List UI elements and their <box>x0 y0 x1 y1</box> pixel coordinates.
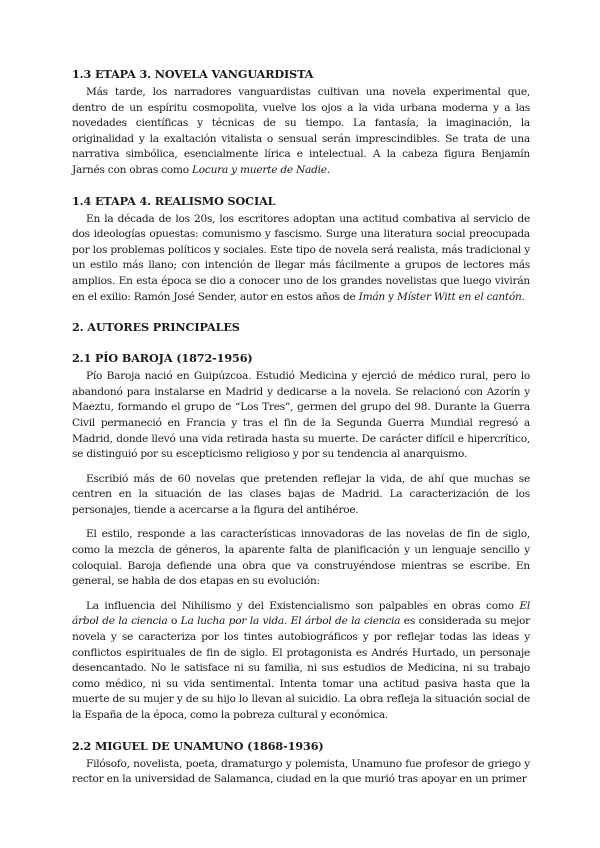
paragraph-baroja-estilo: El estilo, responde a las características innovadoras de las novelas de fin de siglo, como la mezcla de géneros, la aparente falta de planificación y un lenguaje sencillo y coloquial. Baroja defiende una obra que va construyéndose mientras se escribe. En general, se habla de dos etapas en su evolución: <box>72 528 530 588</box>
paragraph-connector: o <box>167 615 181 628</box>
paragraph-end: . <box>521 290 525 303</box>
paragraph-vanguardista <box>72 85 530 179</box>
book-title-arbol: El árbol de la ciencia <box>72 599 530 628</box>
paragraph-end: . <box>326 163 330 176</box>
document-page <box>72 66 530 788</box>
section-heading-2-2: 2.2 MIGUEL DE UNAMUNO (1868-1936) <box>72 738 324 753</box>
paragraph-baroja-novelas: Escribió más de 60 novelas que pretenden reflejar la vida, de ahí que muchas se centren en la situación de las clases bajas de Madrid. La caracterización de los personajes, tiende a acercarse a la figura del antihéroe. <box>72 472 530 516</box>
paragraph-text: En la década de los 20s, los escritores adoptan una actitud combativa al servicio de dos ideologías opuestas: comunismo y fascismo. Surge una literatura social preocupada por los problemas políticos y sociales. Este tipo de novela será realista, más tradicional y un estilo más llano; con intención de llegar más fácilmente a grupos de lectores más amplios. En esta época se dio a conocer uno de los grandes novelistas que luego vivirán en el exilio: Ramón José Sender, autor en estos años de <box>72 212 530 303</box>
section-heading-1-4: 1.4 ETAPA 4. REALISMO SOCIAL <box>72 193 276 208</box>
paragraph-unamuno: Filósofo, novelista, poeta, dramaturgo y polemista, Unamuno fue profesor de griego y rector en la universidad de Salamanca, ciudad en la que murió tras apoyar en un primer <box>72 757 530 786</box>
paragraph-realismo-social <box>72 212 530 306</box>
section-heading-2-1: 2.1 PÍO BAROJA (1872-1956) <box>72 351 253 366</box>
paragraph-text: Más tarde, los narradores vanguardistas cultivan una novela experimental que, dentro de un espíritu cosmopolita, vuelve los ojos a la vida urbana moderna y a las novedades científicas y técnicas de su tiempo. La fantasía, la imaginación, la originalidad y la exaltación vitalista o sensual serán imprescindibles. Se trata de una narrativa simbólica, esencialmente lírica e intelectual. A la cabeza figura Benjamín Jarnés con obras como <box>72 86 530 176</box>
paragraph-connector: . <box>283 615 291 628</box>
section-heading-2: 2. AUTORES PRINCIPALES <box>72 320 240 335</box>
paragraph-text: La influencia del Nihilismo y del Existencialismo son palpables en obras como <box>86 599 520 612</box>
paragraph-baroja-influencia <box>72 599 530 724</box>
paragraph-connector: y <box>385 290 397 303</box>
section-heading-1-3: 1.3 ETAPA 3. NOVELA VANGUARDISTA <box>72 67 314 81</box>
paragraph-baroja-bio: Pío Baroja nació en Guipúzcoa. Estudió Medicina y ejerció de médico rural, pero lo abandonó para instalarse en Madrid y dedicarse a la novela. Se relacionó con Azorín y Maeztu, formando el grupo de “Los Tres”, germen del grupo del 98. Durante la Guerra Civil permaneció en Francia y tras el fin de la Segunda Guerra Mundial regresó a Madrid, donde llevó una vida retirada hasta su muerte. De carácter difícil e hipercrítico, se distinguió por su escepticismo religioso y por su tendencia al anarquismo. <box>72 370 530 461</box>
book-title-mister-witt: Míster Witt en el cantón <box>397 290 522 303</box>
book-title-iman: Imán <box>358 290 386 303</box>
book-title-arbol-2: El árbol de la ciencia <box>290 615 401 628</box>
paragraph-text: es considerada su mejor novela y se caracteriza por los tintes autobiográficos y por reflejar todas las ideas y conflictos espirituales de fin de siglo. El protagonista es Andrés Hurtado, un personaje desencantado. No le satisface ni su familia, ni sus estudios de Medicina, ni su trabajo como médico, ni su vida sentimental. Intenta tomar una actitud pasiva hasta que la muerte de su mujer y de su hijo lo llevan al suicidio. La obra refleja la situación social de la España de la época, como la pobreza cultural y económica. <box>72 615 530 721</box>
book-title-locura: Locura y muerte de Nadie <box>191 163 327 176</box>
book-title-lucha: La lucha por la vida <box>180 615 284 628</box>
